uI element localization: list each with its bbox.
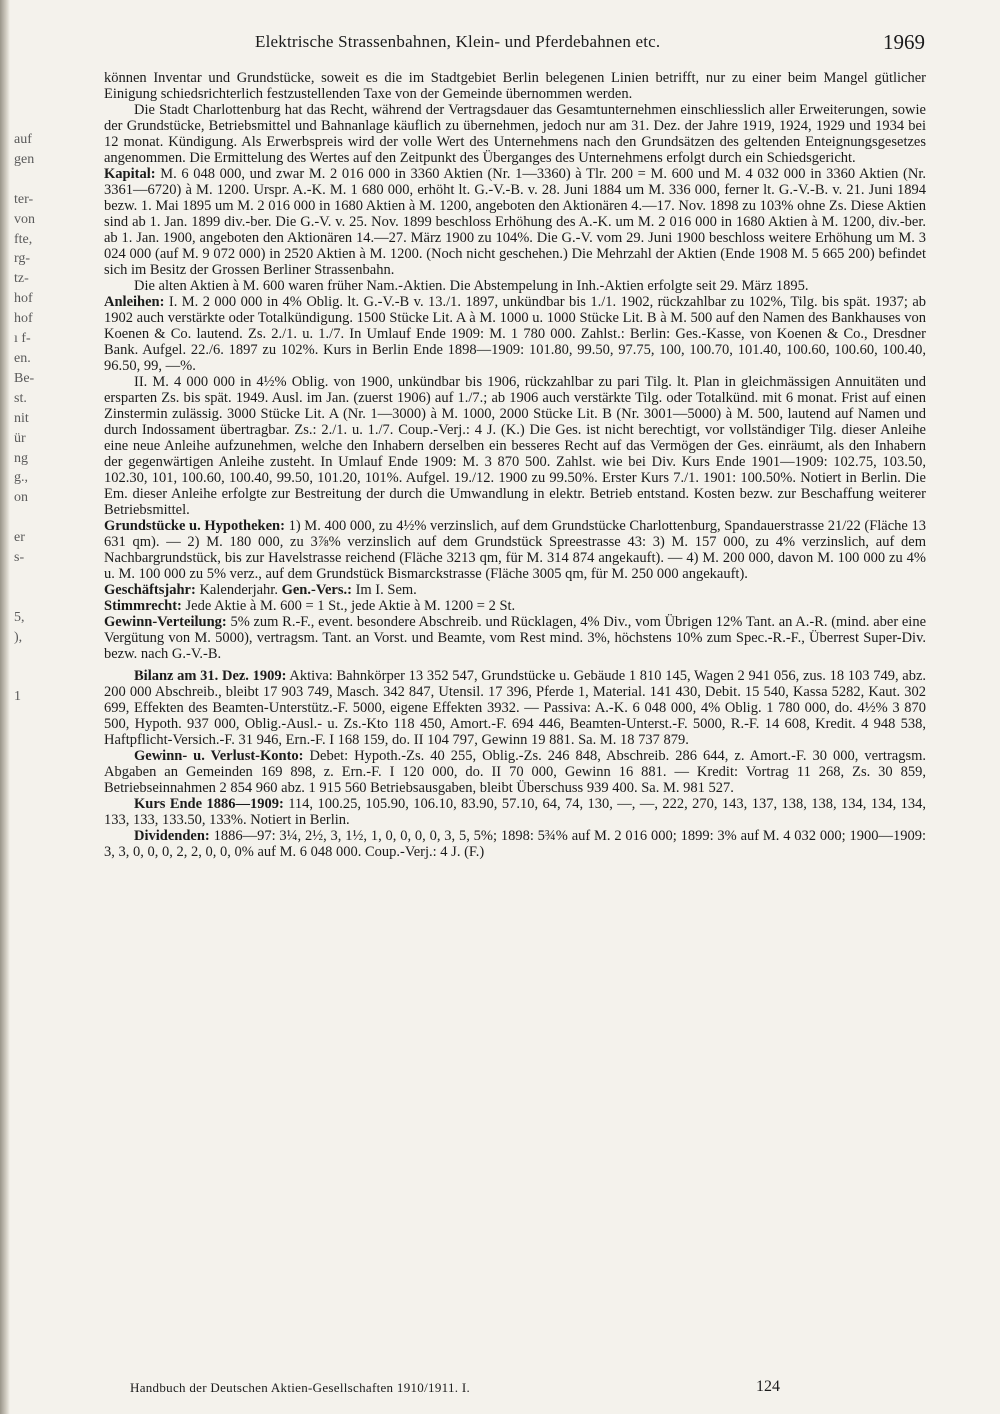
margin-fragment: [14, 568, 44, 588]
margin-fragment: [14, 170, 44, 190]
header-title: Elektrische Strassenbahnen, Klein- und Pferdebahnen etc.: [255, 32, 661, 51]
margin-fragment: en.: [14, 350, 31, 366]
margin-fragment: on: [14, 490, 28, 506]
margin-fragment: [14, 508, 44, 528]
margin-fragment: ng: [14, 450, 28, 466]
section-label: Gewinn- u. Verlust-Konto:: [134, 748, 304, 764]
footer-text: Handbuch der Deutschen Aktien-Gesellschaften 1910/1911. I.: [130, 1380, 471, 1395]
margin-fragment: er: [14, 530, 25, 546]
margin-fragment: tz-: [14, 271, 29, 287]
section-label: Dividenden:: [134, 828, 210, 844]
margin-fragment: ı f-: [14, 331, 31, 347]
margin-fragment: hof: [14, 291, 33, 307]
margin-fragment: g.,: [14, 470, 28, 486]
paragraph-charlottenburg: Die Stadt Charlottenburg hat das Recht, während der Vertragsdauer das Gesamtunternehmen einschliesslich aller Erweiterungen, sowie der Grundstücke, Betriebsmittel und Bahnanlage käuflich zu übernehmen, jedoch nur am 31. Dez. der Jahre 1919, 1924, 1929 und 1934 bei 12 monat. Kündigung. Als Erwerbspreis wird der volle Wert des Unternehmens nach den Grundsätzen des geltenden Enteignungsgesetzes angenommen. Die Ermittelung des Wertes auf den Zeitpunkt des Überganges des Unternehmens erfolgt durch ein Schiedsgericht.: [104, 102, 926, 166]
section-gewinn-verteilung: Gewinn-Verteilung: 5% zum R.-F., event. besondere Abschreib. und Rücklagen, 4% Div., vom Übrigen 12% Tant. an A.-R. (mind. aber eine Vergütung von M. 5000), vertragsm. Tant. an Vorst. und Beamte, vom Rest mind. 3%, höchstens 10% zum Spec.-R.-F., Überrest Super-Div. bezw. nach G.-V.-B.: [104, 614, 927, 662]
margin-text-fragments: [14, 130, 44, 707]
margin-fragment: gen: [14, 151, 35, 167]
margin-fragment: auf: [14, 132, 32, 147]
margin-fragment: [14, 648, 44, 668]
section-grundstuecke: Grundstücke u. Hypotheken: 1) M. 400 000, zu 4½% verzinslich, auf dem Grundstücke Charlottenburg, Spandauerstrasse 21/22 (Fläche 13 631 qm). — 2) M. 180 000, zu 3⅞% verzinslich auf dem Grundstück Spreestrasse 43: 3) M. 157 000, zu 4% verzinslich, auf dem Nachbargrundstück, bis zur Havelstrasse reichend (Fläche 3213 qm, für M. 314 874 angekauft). — 4) M. 200 000, davon M. 100 000 zu 4% u. M. 100 000 zu 5% verz., auf dem Grundstück Bismarckstrasse (Fläche 3005 qm, für M. 250 000 angekauft).: [104, 518, 927, 582]
paragraph-alte-aktien: Die alten Aktien à M. 600 waren früher Nam.-Aktien. Die Abstempelung in Inh.-Aktien erfolgte seit 29. März 1895.: [134, 278, 809, 294]
margin-fragment: fte,: [14, 231, 33, 247]
section-gewinn-verlust: Gewinn- u. Verlust-Konto: Debet: Hypoth.-Zs. 40 255, Oblig.-Zs. 246 848, Abschreib. 286 644, z. Amort.-F. 30 000, vertragsm. Abgaben an Gemeinden 169 898, z. Ern.-F. I 120 000, do. II 70 000, Gewinn 16 881. — Kredit: Vortrag 11 268, Zs. 30 859, Betriebseinnahmen 2 854 960 abz. 1 915 560 Betriebsausgaben, bleibt Überschuss 939 400. Sa. M. 981 527.: [104, 748, 927, 796]
margin-fragment: [14, 588, 44, 608]
section-anleihen: Anleihen: I. M. 2 000 000 in 4% Oblig. lt. G.-V.-B v. 13./1. 1897, unkündbar bis 1./1. 1902, rückzahlbar zu 102%, Tilg. bis spät. 1937; ab 1902 auch verstärkte oder Totalkündigung. 1500 Stücke Lit. A à M. 1000 u. 1000 Stücke Lit. B à M. 500 auf den Namen des Bankhauses von Koenen & Co. lautend. Zs. 2./1. u. 1./7. In Umlauf Ende 1909: M. 1 780 000. Zahlst.: Berlin: Ges.-Kasse, von Koenen & Co., Dresdner Bank. Aufgel. 22./6. 1897 zu 102%. Kurs in Berlin Ende 1898—1909: 101.80, 99.50, 97.75, 100, 100.70, 101.40, 100.60, 100.60, 100.40, 96.50, 99, —%.: [104, 294, 927, 374]
page-footer: [130, 1380, 780, 1400]
margin-fragment: s-: [14, 550, 25, 566]
margin-fragment: rg-: [14, 251, 31, 267]
section-kurs: Kurs Ende 1886—1909: 114, 100.25, 105.90, 106.10, 83.90, 57.10, 64, 74, 130, —, —, 222, 270, 143, 137, 138, 138, 134, 134, 134, 133, 133, 133.50, 133%. Notiert in Berlin.: [104, 796, 926, 828]
margin-fragment: ),: [14, 629, 23, 645]
page-number: 1969: [883, 30, 925, 54]
section-bilanz: Bilanz am 31. Dez. 1909: Aktiva: Bahnkörper 13 352 547, Grundstücke u. Gebäude 1 810 145, Wagen 2 941 056, zus. 18 103 749, abz. 200 000 Abschreib., bleibt 17 903 749, Masch. 342 847, Utensil. 17 396, Pferde 1, Material. 141 430, Debit. 15 540, Kassa 5282, Kaut. 302 699, Effekten des Beamten-Unterstütz.-F. 5000, eigene Effekten 3932. — Passiva: A.-K. 6 048 000, 4% Oblig. 1 780 000, do. 4½% 3 870 500, Hypoth. 937 000, Oblig.-Ausl.- u. Zs.-Kto 118 450, Amort.-F. 694 446, Beamten-Unterst.-F. 5000, R.-F. 14 608, Kredit. 4 948 538, Haftpflicht-Versich.-F. 31 946, Ern.-F. I 168 159, do. II 104 797, Gewinn 19 881. Sa. M. 18 737 879.: [104, 668, 927, 748]
section-stimmrecht: Stimmrecht: Jede Aktie à M. 600 = 1 St., jede Aktie à M. 1200 = 2 St.: [104, 598, 516, 614]
section-label: Anleihen:: [104, 294, 165, 310]
section-kapital: Kapital: M. 6 048 000, und zwar M. 2 016 000 in 3360 Aktien (Nr. 1—3360) à Tlr. 200 = M. 600 und M. 4 032 000 in 3360 Aktien (Nr. 3361—6720) à M. 1200. Urspr. A.-K. M. 1 680 000, erhöht lt. G.-V.-B. v. 28. Juni 1884 um M. 336 000, ferner lt. G.-V.-B. v. 21. Juni 1894 bezw. 1. Mai 1895 um M. 2 016 000 in 1680 Aktien à M. 1200, angeboten den Aktionären 4.—17. Nov. 1898 zu 103% ohne Zs. Diese Aktien sind ab 1. Jan. 1899 div.-ber. Die G.-V. v. 25. Nov. 1899 beschloss Erhöhung des A.-K. um M. 2 016 000 in 1680 Aktien à M. 1200, div.-ber. ab 1. Jan. 1900, angeboten den Aktionären 14.—27. März 1900 zu 104%. Die G.-V. vom 29. Juni 1900 beschloss weitere Erhöhung um M. 3 024 000 (auf M. 9 072 000) in 2520 Aktien à M. 1200. (Noch nicht geschehen.) Die Mehrzahl der Aktien (Ende 1908 M. 5 665 200) befindet sich im Besitz der Grossen Berliner Strassenbahn.: [104, 166, 926, 278]
margin-fragment: 1: [14, 689, 21, 705]
margin-fragment: st.: [14, 390, 27, 406]
running-header: [255, 30, 925, 60]
section-label: Gewinn-Verteilung:: [104, 614, 227, 630]
section-label: Geschäftsjahr:: [104, 582, 196, 598]
section-label: Grundstücke u. Hypotheken:: [104, 518, 285, 534]
section-geschaeftsjahr: Geschäftsjahr: Kalenderjahr. Gen.-Vers.: Im I. Sem.: [104, 582, 417, 598]
page-fold-shadow: [0, 0, 10, 1414]
margin-fragment: ter-: [14, 191, 34, 207]
section-label: Kurs Ende 1886—1909:: [134, 796, 284, 812]
paragraph-anleihe-ii: II. M. 4 000 000 in 4½% Oblig. von 1900, unkündbar bis 1906, rückzahlbar zu pari Tilg. lt. Plan in gleichmässigen Annuitäten und ersparten Zs. bis spät. 1949. Ausl. im Jan. (zuerst 1906) auf 1./7.; ab 1906 auch verstärkte Tilg. oder Totalkünd. mit 6 monat. Frist auf einen Zinstermin zulässig. 3000 Stücke Lit. A (Nr. 1—3000) à M. 1000, 2000 Stücke Lit. B (Nr. 3001—5000) à M. 500, lautend auf Namen und durch Indossament übertragbar. Zs.: 2./1. u. 1./7. Coup.-Verj.: 4 J. (K.) Die Ges. ist nicht berechtigt, vor vollständiger Tilg. dieser Anleihe eine neue Anleihe aufzunehmen, welche den Inhabern derselben ein besseres Recht auf das Vermögen der Ges. einräumt, als den Inhabern der gegenwärtigen Anleihe zusteht. In Umlauf Ende 1909: M. 3 870 500. Zahlst. wie bei Div. Kurs Ende 1901—1909: 102.75, 103.50, 102.30, 101, 100.60, 100.40, 99.50, 101.20, 101%. Aufgel. 19./12. 1900 zu 99.50%. Erster Kurs 7./1. 1901: 100.50%. Notiert in Berlin. Die Em. dieser Anleihe erfolgte zur Bestreitung der durch die Umwandlung in elektr. Betrieb entstand. Kosten bezw. zur Beschaffung weiterer Betriebsmittel.: [104, 374, 926, 518]
margin-fragment: hof: [14, 311, 33, 327]
section-label: Gen.-Vers.:: [281, 582, 352, 598]
section-label: Stimmrecht:: [104, 598, 182, 614]
section-dividenden: Dividenden: 1886—97: 3¼, 2½, 3, 1½, 1, 0, 0, 0, 0, 3, 5, 5%; 1898: 5¾% auf M. 2 016 000; 1899: 3% auf M. 4 032 000; 1900—1909: 3, 3, 0, 0, 0, 2, 2, 0, 0, 0% auf M. 6 048 000. Coup.-Verj.: 4 J. (F.): [104, 828, 926, 860]
section-label: Kapital:: [104, 166, 156, 182]
paragraph-inventory: können Inventar und Grundstücke, soweit es die im Stadtgebiet Berlin belegenen Linien betrifft, nur zu einer beim Mangel gütlicher Einigung schiedsrichterlich festzustellenden Taxe von der Gemeinde übernommen werden.: [104, 70, 926, 102]
margin-fragment: von: [14, 211, 35, 227]
main-text-column: [104, 70, 926, 1370]
section-label: Bilanz am 31. Dez. 1909:: [134, 668, 287, 684]
margin-fragment: 5,: [14, 609, 25, 625]
margin-fragment: Be-: [14, 370, 35, 386]
margin-fragment: nit: [14, 410, 29, 426]
margin-fragment: ür: [14, 430, 26, 446]
signature-number: 124: [756, 1378, 780, 1395]
margin-fragment: [14, 667, 44, 687]
